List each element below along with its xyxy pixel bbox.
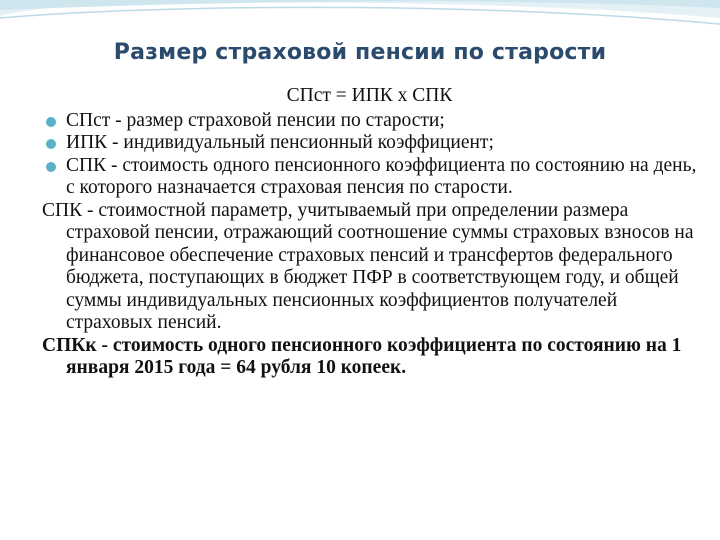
bullet-dot-icon [46, 117, 56, 127]
bullet-item [42, 110, 697, 133]
slide-title: Размер страховой пенсии по старости [113, 40, 607, 65]
bullet-item [42, 132, 697, 155]
bullet-item [42, 155, 697, 200]
bullet-dot-icon [46, 162, 56, 172]
bullet-text: СПст - размер страховой пенсии по старости; [66, 109, 445, 131]
bullet-text: ИПК - индивидуальный пенсионный коэффициент; [66, 132, 494, 153]
bullet-text: СПК - стоимость одного пенсионного коэффициента по состоянию на день, с которого назначается страховая пенсия по старости. [66, 154, 697, 198]
bullet-dot-icon [46, 139, 56, 149]
slide-content [42, 85, 697, 380]
spk-definition: СПК - стоимостной параметр, учитываемый при определении размера страховой пенсии, отражающий соотношение суммы страховых взносов на финансовое обеспечение страховых пенсий и трансфертов федерального бюджета, поступающих в бюджет ПФР в соответствующем году, и общей суммы индивидуальных пенсионных коэффициентов получателей страховых пенсий. [42, 199, 694, 333]
formula: СПст = ИПК х СПК [286, 85, 453, 106]
spkk-definition: СПКк - стоимость одного пенсионного коэффициента по состоянию на 1 января 2015 года = 64 рубля 10 копеек. [42, 334, 682, 378]
